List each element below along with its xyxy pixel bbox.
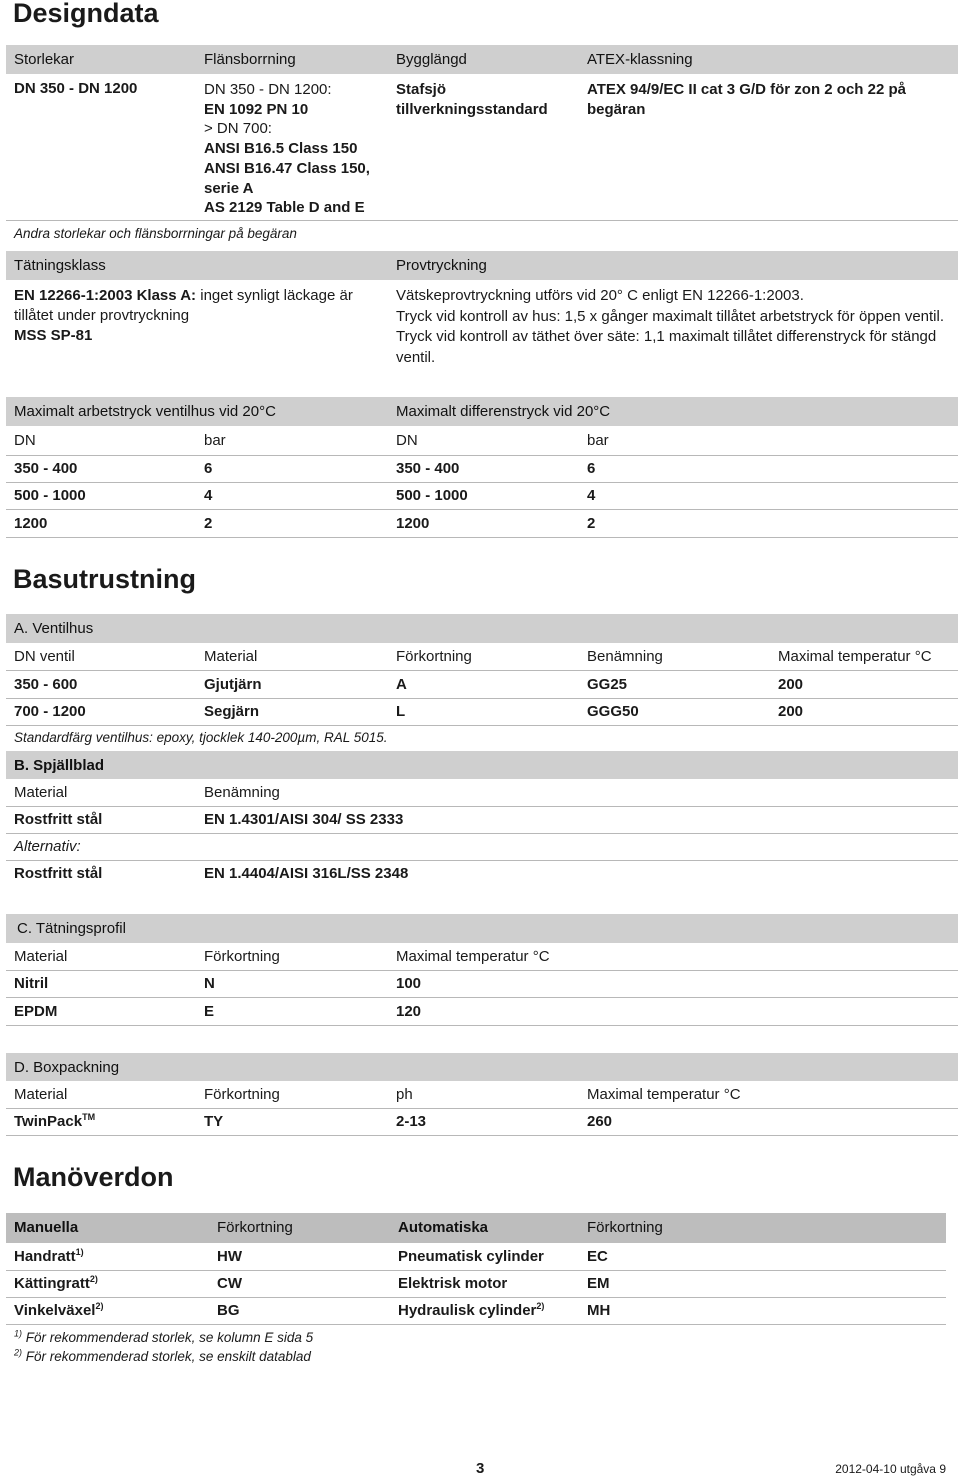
divider (6, 970, 958, 971)
tatning-line-3: MSS SP-81 (14, 327, 93, 344)
prov-line-2: Tryck vid kontroll av hus: 1,5 x gånger maximalt tillåtet arbetstryck för öppen ventil. (396, 307, 945, 325)
header-tatningsprofil: C. Tätningsprofil (17, 920, 126, 937)
divider (6, 997, 958, 998)
tatningsprofil-col-forkortning: Förkortning (204, 948, 280, 965)
trademark-sup: TM (82, 1112, 96, 1122)
header-manuella: Manuella (14, 1219, 79, 1236)
spjallblad-benamning-2: EN 1.4404/AISI 316L/SS 2348 (204, 865, 409, 882)
ventilhus-col-benamning: Benämning (587, 648, 663, 665)
twinpack-label: TwinPack (14, 1113, 83, 1130)
header-bygglangd: Bygglängd (396, 51, 467, 68)
divider (6, 455, 958, 456)
section-title-designdata: Designdata (13, 0, 159, 28)
header-provtryckning: Provtryckning (396, 257, 487, 274)
pressure-dn-left: 1200 (14, 515, 48, 532)
edition-date: 2012-04-10 utgåva 9 (835, 1462, 946, 1476)
footnote-mark: 1) (14, 1328, 23, 1339)
ventilhus-cell: Gjutjärn (204, 676, 262, 693)
boxpackning-header-bar (6, 1053, 958, 1081)
footnote-mark: 2) (14, 1347, 23, 1358)
manuell-label: Kättingratt (14, 1275, 90, 1292)
ventilhus-cell: 700 - 1200 (14, 703, 86, 720)
ventilhus-col-material: Material (204, 648, 258, 665)
ventilhus-cell: L (396, 703, 406, 720)
auto-abbr: MH (587, 1302, 611, 1319)
tatningsklass-values (14, 286, 353, 346)
bygglangd-line-2: tillverkningsstandard (396, 100, 548, 118)
auto-abbr: EC (587, 1248, 608, 1265)
prov-line-3: Tryck vid kontroll av täthet över säte: 1,1 maximalt tillåtet differenstryck för stängd (396, 328, 937, 345)
divider (6, 698, 958, 699)
tatningsprofil-col-maxtemp: Maximal temperatur °C (396, 948, 550, 965)
manuell-abbr: CW (217, 1275, 242, 1292)
footnote-mark: 2) (536, 1301, 545, 1311)
boxpackning-col-maxtemp: Maximal temperatur °C (587, 1086, 741, 1103)
boxpackning-cell: TY (204, 1113, 224, 1130)
tatningsprofil-cell: 120 (396, 1003, 422, 1020)
pressure-bar-left: 4 (204, 487, 213, 504)
pressure-dn-right: 500 - 1000 (396, 487, 468, 504)
flans-line-2: EN 1092 PN 10 (204, 100, 309, 118)
divider (6, 1025, 958, 1026)
divider (6, 537, 958, 538)
manuell-label: Handratt (14, 1248, 76, 1265)
boxpackning-cell: 260 (587, 1113, 613, 1130)
spjallblad-alternativ: Alternativ: (14, 838, 81, 855)
flans-line-7: AS 2129 Table D and E (204, 199, 365, 217)
tatning-line-2: tillåtet under provtryckning (14, 307, 190, 324)
spjallblad-material-2: Rostfritt stål (14, 865, 103, 882)
boxpackning-col-forkortning: Förkortning (204, 1086, 280, 1103)
pressure-dn-right: 1200 (396, 515, 430, 532)
tatningsprofil-cell: EPDM (14, 1003, 58, 1020)
auto-hydraulisk (398, 1302, 544, 1319)
auto-label: Elektrisk motor (398, 1275, 508, 1292)
header-forkortning-auto: Förkortning (587, 1219, 663, 1236)
divider (6, 833, 958, 834)
footnote-text: För rekommenderad storlek, se kolumn E sida 5 (25, 1330, 314, 1345)
tatningsprofil-cell: Nitril (14, 975, 49, 992)
flans-line-1: DN 350 - DN 1200: (204, 81, 332, 98)
header-ventilhus: A. Ventilhus (14, 620, 94, 637)
pressure-col-bar-left: bar (204, 432, 226, 449)
pressure-bar-right: 4 (587, 487, 596, 504)
auto-label: Hydraulisk cylinder (398, 1302, 537, 1319)
manuell-kattingratt (14, 1275, 98, 1292)
boxpackning-cell: 2-13 (396, 1113, 427, 1130)
flans-line-5: ANSI B16.47 Class 150, (204, 159, 370, 177)
ventilhus-cell: A (396, 676, 407, 693)
divider (6, 670, 958, 671)
bygglangd-values (396, 80, 548, 119)
flans-line-3: > DN 700: (204, 120, 272, 138)
pressure-dn-left: 500 - 1000 (14, 487, 86, 504)
pressure-col-dn-left: DN (14, 432, 36, 449)
divider (6, 220, 958, 221)
prov-line-4: ventil. (396, 348, 436, 366)
pressure-col-bar-right: bar (587, 432, 609, 449)
atex-line-1: ATEX 94/9/EC II cat 3 G/D för zon 2 och 22 på (587, 81, 906, 98)
header-forkortning-man: Förkortning (217, 1219, 293, 1236)
divider (6, 725, 958, 726)
spjallblad-col-benamning: Benämning (204, 784, 280, 801)
auto-label: Pneumatisk cylinder (398, 1248, 544, 1265)
bygglangd-line-1: Stafsjö (396, 81, 447, 98)
header-storlekar: Storlekar (14, 51, 75, 68)
tatningsprofil-cell: E (204, 1003, 215, 1020)
divider (6, 1135, 958, 1136)
ventilhus-cell: 350 - 600 (14, 676, 78, 693)
pressure-bar-left: 6 (204, 460, 213, 477)
manuell-vinkelvaxel (14, 1302, 103, 1319)
ventilhus-col-forkortning: Förkortning (396, 648, 472, 665)
divider (6, 509, 958, 510)
divider (6, 1108, 958, 1109)
designdata-header-bar (6, 45, 958, 74)
ventilhus-col-dn: DN ventil (14, 648, 75, 665)
boxpackning-material (14, 1113, 95, 1130)
tatningsprofil-cell: 100 (396, 975, 422, 992)
header-max-differenstryck: Maximalt differenstryck vid 20°C (396, 403, 611, 420)
pressure-col-dn-right: DN (396, 432, 418, 449)
ventilhus-cell: GGG50 (587, 703, 639, 720)
atex-values (587, 80, 906, 119)
ventilhus-cell: 200 (778, 703, 804, 720)
pressure-dn-left: 350 - 400 (14, 460, 78, 477)
header-max-arbetstryck: Maximalt arbetstryck ventilhus vid 20°C (14, 403, 276, 420)
footnote-1 (14, 1330, 313, 1345)
ventilhus-cell: Segjärn (204, 703, 260, 720)
manuell-handratt (14, 1248, 84, 1265)
ventilhus-header-bar (6, 614, 958, 643)
boxpackning-col-material: Material (14, 1086, 68, 1103)
provtryckning-values (396, 286, 944, 368)
spjallblad-benamning-1: EN 1.4301/AISI 304/ SS 2333 (204, 811, 404, 828)
manuell-label: Vinkelväxel (14, 1302, 96, 1319)
tatning-desc: inget synligt läckage är (196, 287, 353, 304)
section-title-manoverdon: Manöverdon (13, 1162, 174, 1192)
tatningsprofil-col-material: Material (14, 948, 68, 965)
footnote-mark: 2) (95, 1301, 104, 1311)
sizes-note: Andra storlekar och flänsborrningar på begäran (14, 226, 297, 241)
ventilhus-cell: GG25 (587, 676, 628, 693)
flansborrning-values (204, 80, 370, 218)
manuell-abbr: HW (217, 1248, 242, 1265)
pressure-bar-right: 6 (587, 460, 596, 477)
tatningsprofil-header-bar (6, 914, 958, 943)
section-title-basutrustning: Basutrustning (13, 564, 197, 594)
divider (6, 806, 958, 807)
prov-line-1: Vätskeprovtryckning utförs vid 20° C enligt EN 12266-1:2003. (396, 287, 804, 304)
divider (6, 1270, 946, 1271)
spjallblad-material-1: Rostfritt stål (14, 811, 103, 828)
pressure-bar-right: 2 (587, 515, 596, 532)
storlekar-value: DN 350 - DN 1200 (14, 80, 138, 97)
ventilhus-cell: 200 (778, 676, 804, 693)
atex-line-2: begäran (587, 100, 646, 118)
manuell-abbr: BG (217, 1302, 240, 1319)
page-number: 3 (476, 1460, 485, 1477)
spjallblad-col-material: Material (14, 784, 68, 801)
divider (6, 1297, 946, 1298)
spjallblad-header-bar (6, 751, 958, 779)
footnote-mark: 1) (75, 1247, 84, 1257)
boxpackning-col-ph: ph (396, 1086, 413, 1103)
header-tatningsklass: Tätningsklass (14, 257, 106, 274)
divider (6, 860, 958, 861)
header-flansborrning: Flänsborrning (204, 51, 296, 68)
divider (6, 1324, 946, 1325)
header-automatiska: Automatiska (398, 1219, 489, 1236)
auto-abbr: EM (587, 1275, 610, 1292)
tatning-standard: EN 12266-1:2003 Klass A: (14, 287, 197, 304)
header-atex: ATEX-klassning (587, 51, 693, 68)
flans-line-6: serie A (204, 179, 254, 197)
pressure-bar-left: 2 (204, 515, 213, 532)
footnote-2 (14, 1349, 311, 1364)
header-spjallblad: B. Spjällblad (14, 757, 105, 774)
footnote-text: För rekommenderad storlek, se enskilt datablad (25, 1349, 311, 1364)
flans-line-4: ANSI B16.5 Class 150 (204, 140, 358, 158)
pressure-dn-right: 350 - 400 (396, 460, 460, 477)
ventilhus-col-maxtemp: Maximal temperatur °C (778, 648, 932, 665)
header-boxpackning: D. Boxpackning (14, 1059, 120, 1076)
tatningsprofil-cell: N (204, 975, 215, 992)
ventilhus-note: Standardfärg ventilhus: epoxy, tjocklek 140-200µm, RAL 5015. (14, 730, 388, 745)
footnote-mark: 2) (89, 1274, 98, 1284)
divider (6, 482, 958, 483)
